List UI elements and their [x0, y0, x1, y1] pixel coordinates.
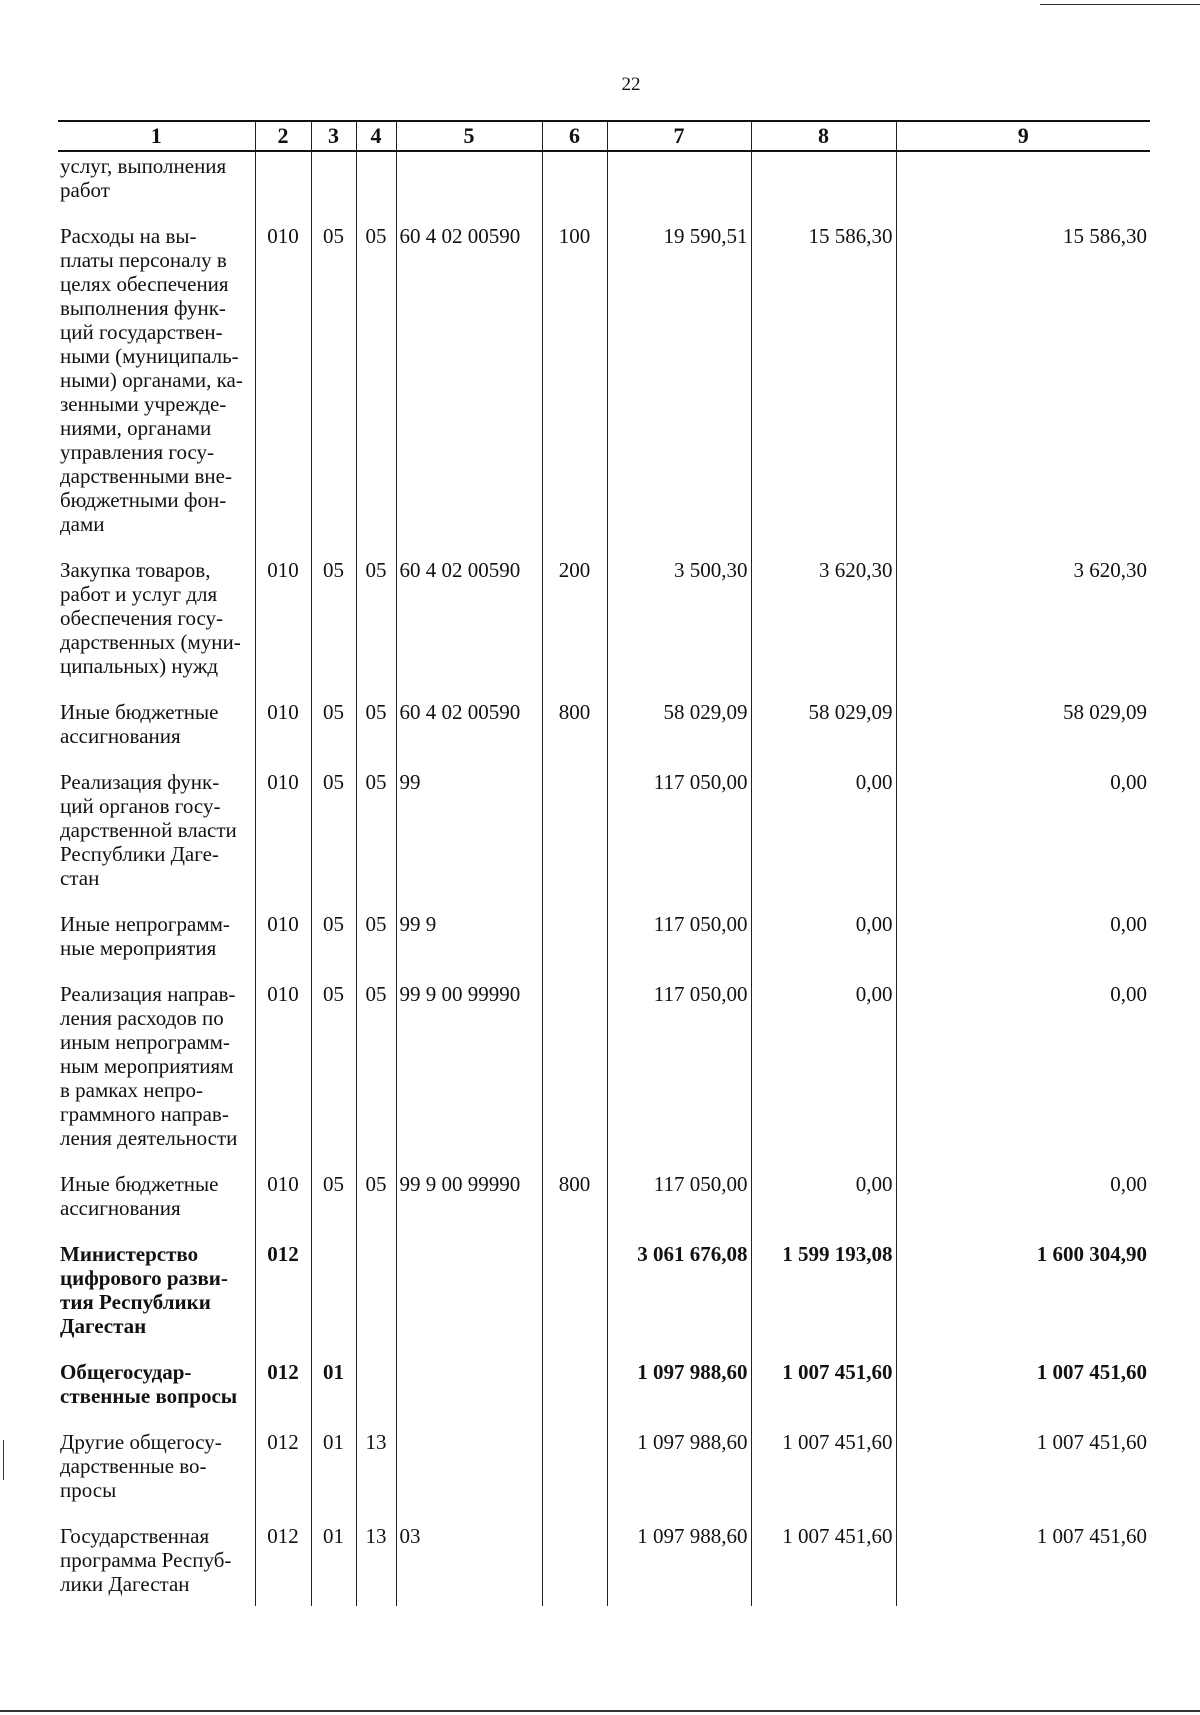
cell-vr	[542, 1360, 607, 1430]
cell-rz: 05	[311, 700, 356, 770]
cell-amount-2: 1 007 451,60	[751, 1360, 896, 1430]
cell-amount-3: 1 600 304,90	[896, 1242, 1150, 1360]
cell-amount-2: 1 599 193,08	[751, 1242, 896, 1360]
table-row	[58, 1242, 1150, 1360]
cell-amount-2: 0,00	[751, 982, 896, 1172]
cell-ved: 012	[255, 1524, 311, 1606]
cell-csr: 99 9 00 99990	[396, 982, 542, 1172]
cell-pr: 05	[356, 558, 396, 700]
cell-pr: 05	[356, 982, 396, 1172]
column-header: 9	[896, 121, 1150, 151]
cell-amount-3: 0,00	[896, 912, 1150, 982]
cell-amount-1: 1 097 988,60	[607, 1360, 751, 1430]
cell-ved: 010	[255, 982, 311, 1172]
cell-vr	[542, 1524, 607, 1606]
cell-ved: 010	[255, 770, 311, 912]
cell-csr	[396, 1430, 542, 1524]
cell-ved: 012	[255, 1242, 311, 1360]
cell-pr	[356, 151, 396, 224]
table-row	[58, 770, 1150, 912]
column-header: 4	[356, 121, 396, 151]
cell-ved	[255, 151, 311, 224]
scan-mark	[3, 1440, 4, 1480]
cell-ved: 010	[255, 700, 311, 770]
cell-amount-3	[896, 151, 1150, 224]
cell-amount-2: 1 007 451,60	[751, 1524, 896, 1606]
cell-name: Реализация направ- ления расходов по иным непрограмм- ным мероприятиям в рамках непро- граммного направ- ления деятельности	[60, 982, 238, 1150]
cell-csr: 03	[396, 1524, 542, 1606]
cell-amount-1: 3 061 676,08	[607, 1242, 751, 1360]
cell-amount-1: 117 050,00	[607, 1172, 751, 1242]
cell-name: Расходы на вы- платы персоналу в целях обеспечения выполнения функ- ций государствен- ными (муниципаль- ными) органами, ка- зенными учрежде- ниями, органами управления госу- дарственными вне- бюджетными фон- дами	[60, 224, 243, 536]
column-header: 5	[396, 121, 542, 151]
cell-amount-2	[751, 151, 896, 224]
cell-vr: 800	[542, 700, 607, 770]
cell-amount-3: 3 620,30	[896, 558, 1150, 700]
table-row	[58, 224, 1150, 558]
cell-amount-3: 0,00	[896, 1172, 1150, 1242]
cell-amount-2: 3 620,30	[751, 558, 896, 700]
cell-pr	[356, 1242, 396, 1360]
table-header-row	[58, 121, 1150, 151]
cell-amount-3: 0,00	[896, 770, 1150, 912]
table-row	[58, 1524, 1150, 1606]
cell-amount-3: 58 029,09	[896, 700, 1150, 770]
cell-rz: 05	[311, 912, 356, 982]
cell-ved: 010	[255, 224, 311, 558]
cell-csr: 99 9 00 99990	[396, 1172, 542, 1242]
cell-rz: 05	[311, 982, 356, 1172]
table-row	[58, 912, 1150, 982]
cell-name: Министерство цифрового разви- тия Республики Дагестан	[60, 1242, 228, 1338]
cell-csr: 99 9	[396, 912, 542, 982]
cell-amount-3: 1 007 451,60	[896, 1360, 1150, 1430]
budget-table	[58, 120, 1150, 1606]
cell-amount-2: 15 586,30	[751, 224, 896, 558]
cell-amount-1: 3 500,30	[607, 558, 751, 700]
cell-ved: 012	[255, 1430, 311, 1524]
cell-name: Государственная программа Респуб- лики Дагестан	[60, 1524, 232, 1596]
cell-name: Иные непрограмм- ные мероприятия	[60, 912, 230, 960]
cell-amount-1: 1 097 988,60	[607, 1430, 751, 1524]
cell-pr: 13	[356, 1524, 396, 1606]
cell-rz: 01	[311, 1430, 356, 1524]
scan-mark	[0, 1710, 1200, 1712]
table-row	[58, 1360, 1150, 1430]
column-header: 3	[311, 121, 356, 151]
cell-rz	[311, 1242, 356, 1360]
cell-amount-2: 0,00	[751, 912, 896, 982]
cell-rz: 05	[311, 770, 356, 912]
cell-amount-2: 0,00	[751, 1172, 896, 1242]
table-row	[58, 700, 1150, 770]
cell-amount-1: 117 050,00	[607, 770, 751, 912]
cell-name: Иные бюджетные ассигнования	[60, 1172, 219, 1220]
cell-vr: 800	[542, 1172, 607, 1242]
cell-ved: 010	[255, 558, 311, 700]
page-number: 22	[621, 74, 641, 95]
cell-rz: 01	[311, 1524, 356, 1606]
cell-ved: 010	[255, 1172, 311, 1242]
cell-pr: 05	[356, 912, 396, 982]
cell-vr	[542, 151, 607, 224]
cell-name: услуг, выполнения работ	[60, 154, 227, 202]
cell-vr: 200	[542, 558, 607, 700]
cell-amount-3: 1 007 451,60	[896, 1524, 1150, 1606]
cell-rz: 05	[311, 558, 356, 700]
cell-csr: 60 4 02 00590	[396, 558, 542, 700]
cell-vr	[542, 982, 607, 1172]
cell-amount-1: 58 029,09	[607, 700, 751, 770]
cell-pr: 05	[356, 224, 396, 558]
cell-vr: 100	[542, 224, 607, 558]
column-header: 6	[542, 121, 607, 151]
cell-ved: 012	[255, 1360, 311, 1430]
cell-pr: 05	[356, 770, 396, 912]
column-header: 8	[751, 121, 896, 151]
scan-mark	[1040, 4, 1200, 5]
cell-csr	[396, 1242, 542, 1360]
table-row	[58, 1172, 1150, 1242]
cell-vr	[542, 770, 607, 912]
cell-rz: 01	[311, 1360, 356, 1430]
cell-vr	[542, 912, 607, 982]
cell-name: Другие общегосу- дарственные во- просы	[60, 1430, 222, 1502]
cell-csr: 60 4 02 00590	[396, 224, 542, 558]
cell-pr: 05	[356, 700, 396, 770]
cell-rz	[311, 151, 356, 224]
cell-csr: 60 4 02 00590	[396, 700, 542, 770]
cell-amount-1: 117 050,00	[607, 982, 751, 1172]
cell-csr	[396, 1360, 542, 1430]
cell-name: Закупка товаров, работ и услуг для обеспечения госу- дарственных (муни- ципальных) нужд	[60, 558, 241, 678]
cell-pr: 05	[356, 1172, 396, 1242]
cell-amount-1: 1 097 988,60	[607, 1524, 751, 1606]
column-header: 2	[255, 121, 311, 151]
cell-vr	[542, 1242, 607, 1360]
cell-ved: 010	[255, 912, 311, 982]
cell-amount-1: 117 050,00	[607, 912, 751, 982]
table-row	[58, 982, 1150, 1172]
table-row	[58, 558, 1150, 700]
column-header: 7	[607, 121, 751, 151]
table-row	[58, 151, 1150, 224]
table-body	[58, 151, 1150, 1606]
cell-name: Общегосудар- ственные вопросы	[60, 1360, 238, 1408]
cell-amount-3: 15 586,30	[896, 224, 1150, 558]
table-row	[58, 1430, 1150, 1524]
cell-amount-3: 1 007 451,60	[896, 1430, 1150, 1524]
cell-vr	[542, 1430, 607, 1524]
cell-amount-3: 0,00	[896, 982, 1150, 1172]
cell-amount-2: 1 007 451,60	[751, 1430, 896, 1524]
cell-amount-1	[607, 151, 751, 224]
cell-csr: 99	[396, 770, 542, 912]
cell-amount-2: 58 029,09	[751, 700, 896, 770]
cell-amount-1: 19 590,51	[607, 224, 751, 558]
cell-rz: 05	[311, 1172, 356, 1242]
column-header: 1	[58, 121, 255, 151]
cell-amount-2: 0,00	[751, 770, 896, 912]
cell-pr: 13	[356, 1430, 396, 1524]
cell-name: Реализация функ- ций органов госу- дарственной власти Республики Даге- стан	[60, 770, 237, 890]
cell-rz: 05	[311, 224, 356, 558]
cell-pr	[356, 1360, 396, 1430]
cell-csr	[396, 151, 542, 224]
cell-name: Иные бюджетные ассигнования	[60, 700, 219, 748]
